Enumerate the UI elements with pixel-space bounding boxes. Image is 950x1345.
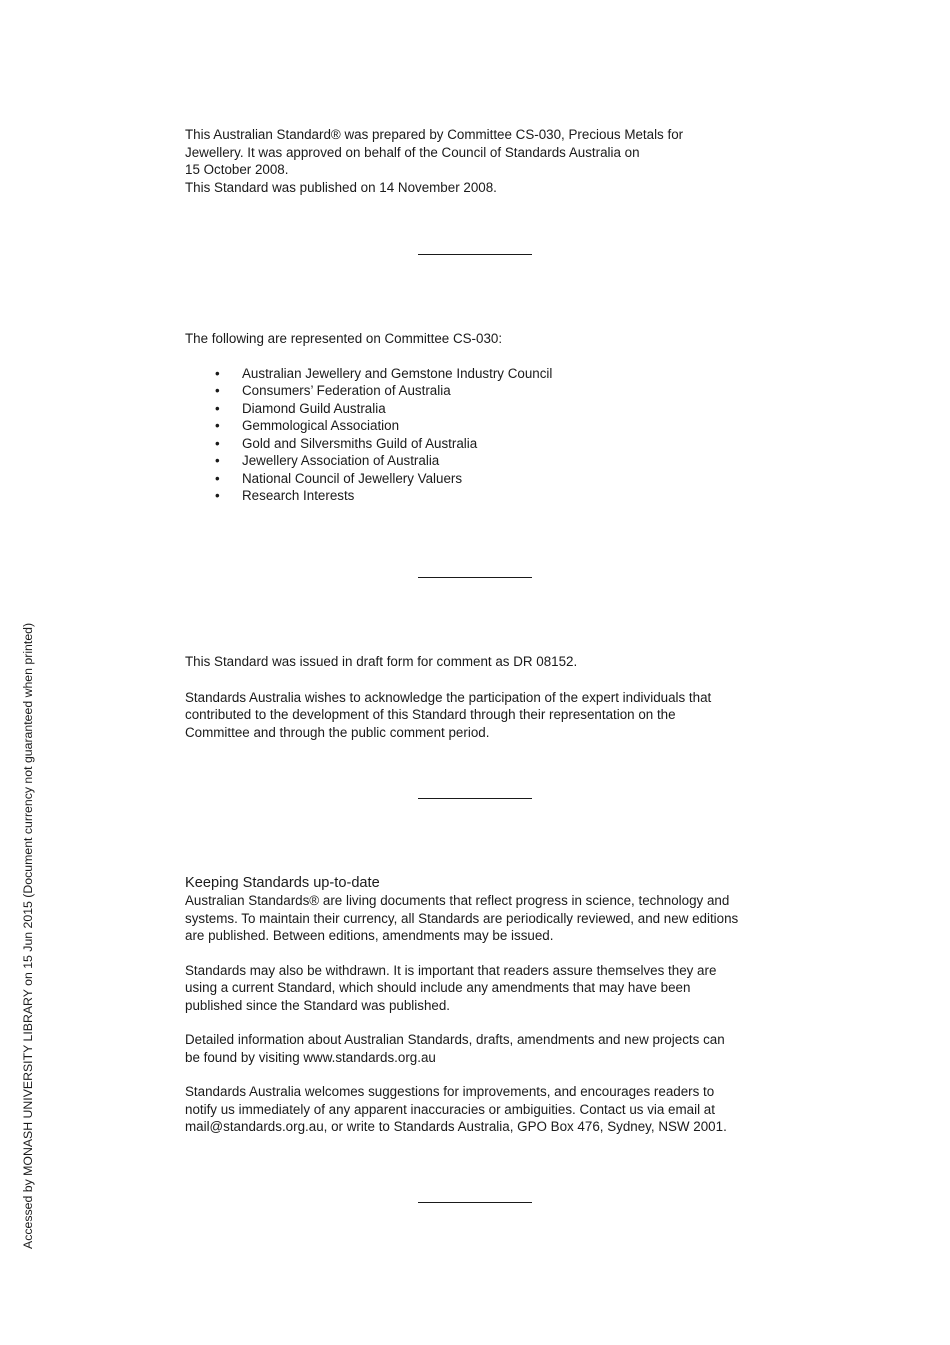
acknowledgement-line: contributed to the development of this Standard through their representation on the	[185, 707, 676, 722]
list-item	[185, 452, 775, 470]
bullet-icon: •	[215, 435, 220, 451]
paragraph-line: systems. To maintain their currency, all Standards are periodically reviewed, and new editions	[185, 910, 739, 926]
acknowledgement-line: Standards Australia wishes to acknowledge the participation of the expert individuals that	[185, 689, 712, 705]
member-name: Gemmological Association	[242, 418, 400, 433]
access-side-note: Accessed by MONASH UNIVERSITY LIBRARY on 15 Jun 2015 (Document currency not guaranteed when printed)	[21, 622, 35, 1249]
member-name: Diamond Guild Australia	[242, 400, 386, 416]
member-name: Gold and Silversmiths Guild of Australia	[242, 435, 478, 451]
member-name: Jewellery Association of Australia	[242, 453, 440, 468]
paragraph-line: Detailed information about Australian Standards, drafts, amendments and new projects can	[185, 1032, 725, 1047]
member-name: National Council of Jewellery Valuers	[242, 470, 463, 486]
bullet-icon: •	[215, 453, 220, 468]
section-divider	[418, 1202, 532, 1203]
list-item	[185, 487, 775, 505]
section-divider	[418, 254, 532, 255]
section-heading: Keeping Standards up-to-date	[185, 875, 380, 891]
publication-line: This Standard was published on 14 November 2008.	[185, 179, 497, 195]
keeping-standards-section	[185, 874, 775, 1136]
paragraph-line: be found by visiting www.standards.org.au	[185, 1049, 436, 1065]
approval-line: Jewellery. It was approved on behalf of the Council of Standards Australia on	[185, 144, 640, 160]
paragraph-detailed-info	[185, 1031, 775, 1066]
list-item	[185, 470, 775, 488]
paragraph-line: Standards Australia welcomes suggestions for improvements, and encourages readers to	[185, 1084, 715, 1099]
paragraph-living-documents	[185, 892, 775, 945]
member-name: Consumers’ Federation of Australia	[242, 383, 451, 398]
section-divider	[418, 577, 532, 578]
approval-statement	[185, 126, 775, 196]
draft-issued-statement: This Standard was issued in draft form for comment as DR 08152.	[185, 654, 578, 669]
committee-intro: The following are represented on Committee CS-030:	[185, 331, 503, 346]
paragraph-line: notify us immediately of any apparent inaccuracies or ambiguities. Contact us via email at	[185, 1101, 715, 1117]
paragraph-line: mail@standards.org.au, or write to Standards Australia, GPO Box 476, Sydney, NSW 2001.	[185, 1119, 727, 1134]
bullet-icon: •	[215, 488, 220, 503]
list-item	[185, 417, 775, 435]
paragraph-suggestions	[185, 1083, 775, 1136]
draft-section	[185, 653, 775, 741]
bullet-icon: •	[215, 383, 220, 398]
acknowledgement-paragraph	[185, 689, 775, 742]
bullet-icon: •	[215, 418, 220, 433]
paragraph-line: are published. Between editions, amendments may be issued.	[185, 928, 554, 943]
acknowledgement-line: Committee and through the public comment period.	[185, 724, 490, 740]
paragraph-withdrawn	[185, 962, 775, 1015]
approval-line: 15 October 2008.	[185, 162, 289, 177]
paragraph-line: published since the Standard was published.	[185, 997, 451, 1013]
section-divider	[418, 798, 532, 799]
member-name: Australian Jewellery and Gemstone Industry Council	[242, 365, 553, 381]
committee-section	[185, 330, 775, 505]
bullet-icon: •	[215, 365, 220, 381]
list-item	[185, 400, 775, 418]
paragraph-line: Standards may also be withdrawn. It is important that readers assure themselves they are	[185, 962, 717, 978]
bullet-icon: •	[215, 470, 220, 486]
member-name: Research Interests	[242, 488, 355, 503]
paragraph-line: using a current Standard, which should include any amendments that may have been	[185, 980, 691, 995]
committee-member-list	[185, 365, 775, 505]
list-item	[185, 365, 775, 383]
paragraph-line: Australian Standards® are living documents that reflect progress in science, technology and	[185, 893, 730, 908]
list-item	[185, 382, 775, 400]
approval-line: This Australian Standard® was prepared by Committee CS-030, Precious Metals for	[185, 127, 684, 142]
list-item	[185, 435, 775, 453]
bullet-icon: •	[215, 400, 220, 416]
